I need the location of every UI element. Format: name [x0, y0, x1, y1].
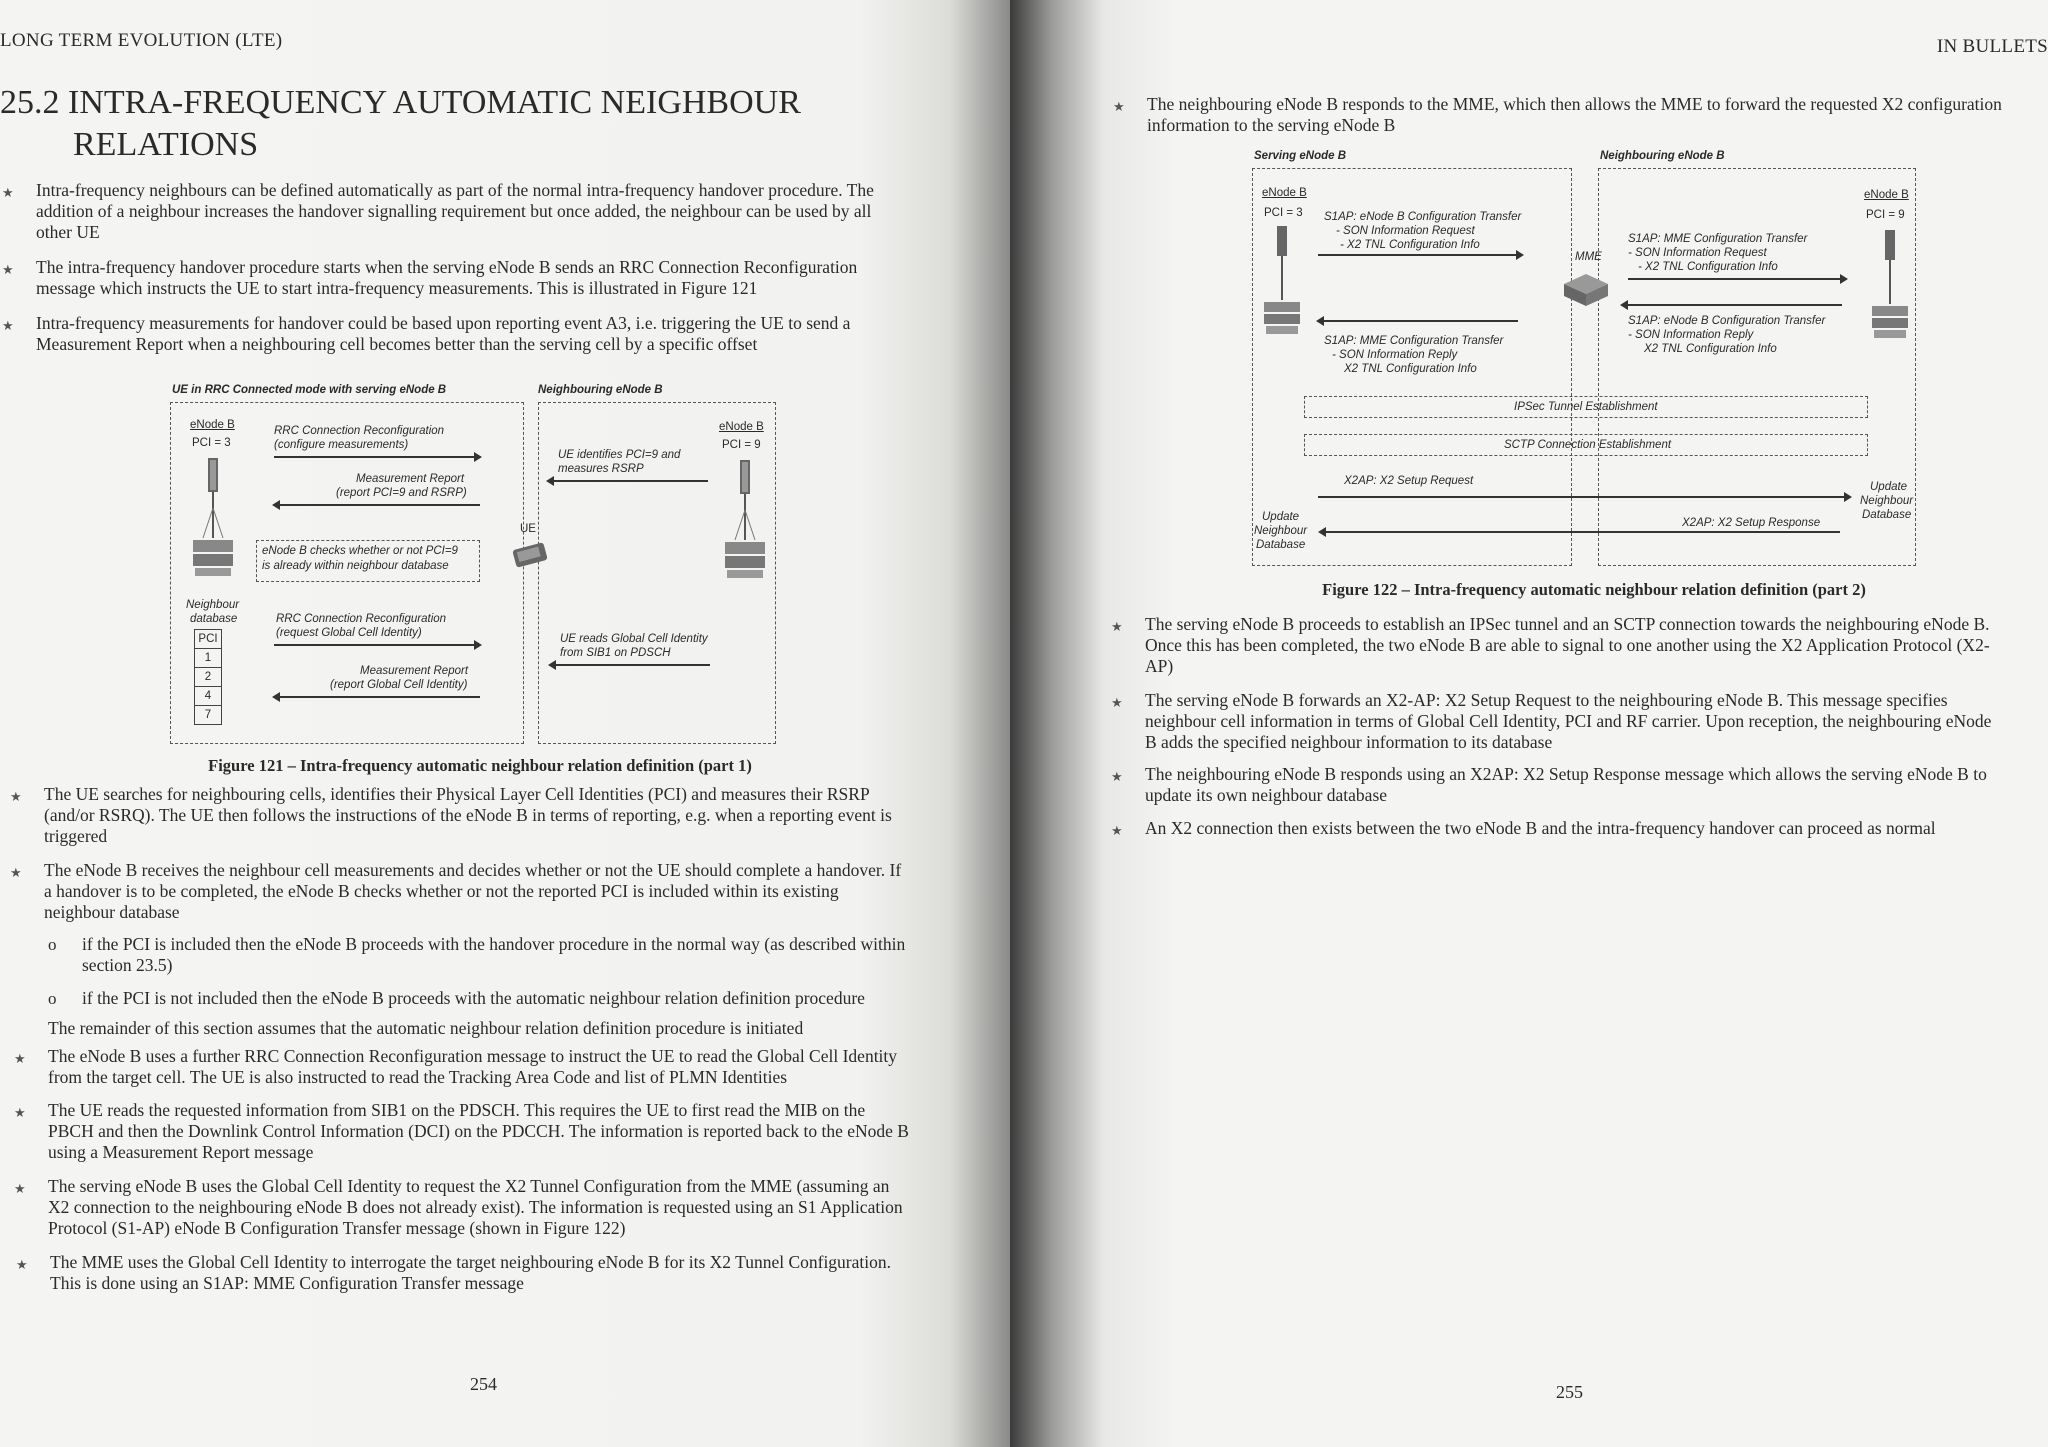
star-bullet-icon: ★ [1111, 823, 1123, 838]
star-bullet-icon: ★ [14, 1051, 26, 1066]
fig122-s1c-l3: X2 TNL Configuration Info [1644, 343, 1777, 355]
fig121-msg2-l2: (report PCI=9 and RSRP) [336, 487, 467, 499]
mme-server-icon [1560, 270, 1612, 310]
fig122-pci-right: PCI = 9 [1866, 209, 1905, 221]
running-head-left: LONG TERM EVOLUTION (LTE) [0, 30, 283, 51]
text-line: The serving eNode B forwards an X2-AP: X2 Setup Request to the neighbouring eNode B. This message specifies [1145, 690, 1948, 710]
bullet-item [14, 1100, 909, 1163]
fig121-header-left: UE in RRC Connected mode with serving eNode B [172, 384, 447, 396]
star-bullet-icon: ★ [1113, 99, 1125, 114]
arrow-left [1318, 320, 1518, 322]
fig122-s1b-l1: S1AP: MME Configuration Transfer [1628, 233, 1808, 245]
bullet-item [10, 860, 902, 923]
fig122-s1d-l1: S1AP: MME Configuration Transfer [1324, 335, 1504, 347]
text-line: Once this has been completed, the two eNode B are able to signal to one another using the X2 Application Protocol (X2- [1145, 635, 1990, 655]
text-line: Measurement Report when a neighbouring cell becomes better than the serving cell by a specific offset [36, 334, 758, 354]
text-line: The eNode B uses a further RRC Connection Reconfiguration message to instruct the UE to read the Global Cell Identity [48, 1046, 898, 1066]
pci-table-cell: 1 [194, 648, 222, 668]
fig122-update-left-l2: Neighbour [1254, 525, 1308, 537]
text-line: message which instructs the UE to start intra-frequency measurements. This is illustrated in Figure 121 [36, 278, 758, 298]
fig121-msg2-l1: Measurement Report [356, 473, 465, 485]
arrow-left [1622, 304, 1842, 306]
text-line: X2 connection to the neighbouring eNode B does not already exist). The information is requested using an S1 Application [48, 1197, 903, 1217]
star-bullet-icon: ★ [1111, 695, 1123, 710]
arrow-left [548, 480, 708, 482]
fig121-nbr-db-l1: Neighbour [186, 599, 240, 611]
arrow-left [274, 504, 480, 506]
fig121-nbr-db-l2: database [190, 613, 238, 625]
arrow-right [274, 456, 480, 458]
text-line: Intra-frequency measurements for handover could be based upon reporting event A3, i.e. triggering the UE to send a [36, 313, 851, 333]
bullet-item [2, 313, 851, 355]
fig122-update-right-l1: Update [1870, 481, 1908, 493]
pci-table-header: PCI [194, 629, 222, 649]
fig121-header-right: Neighbouring eNode B [538, 384, 663, 396]
arrow-left [274, 696, 480, 698]
figure-122 [1248, 150, 1928, 580]
fig121-ue-reads-l2: from SIB1 on PDSCH [560, 647, 671, 659]
text-line: information to the serving eNode B [1147, 115, 1396, 135]
pci-table-cell: 2 [194, 667, 222, 687]
text-line: The UE reads the requested information from SIB1 on the PDSCH. This requires the UE to first read the MIB on the [48, 1100, 866, 1120]
pci-table-cell: 4 [194, 686, 222, 706]
star-bullet-icon: ★ [2, 185, 14, 200]
fig121-msg3-l1: RRC Connection Reconfiguration [276, 613, 447, 625]
text-line: The neighbouring eNode B responds using an X2AP: X2 Setup Response message which allows the serving eNode B to [1145, 764, 1987, 784]
text-line: neighbour cell information in terms of Global Cell Identity, PCI and RF carrier. Upon reception, the neighbouring eNode [1145, 711, 1992, 731]
fig122-update-left-l1: Update [1262, 511, 1300, 523]
antenna-icon [1870, 230, 1910, 340]
running-head-right: IN BULLETS [1936, 36, 2048, 57]
text-line: using a Measurement Report message [48, 1142, 314, 1162]
fig121-check-l2: is already within neighbour database [262, 560, 449, 572]
page-number-right: 255 [1556, 1382, 1583, 1402]
bullet-item [1111, 614, 1990, 677]
text-line: The serving eNode B proceeds to establish an IPSec tunnel and an SCTP connection towards the neighbouring eNode B. [1145, 614, 1990, 634]
star-bullet-icon: ★ [2, 318, 14, 333]
bullet-item [16, 1252, 891, 1294]
text-line: The UE searches for neighbouring cells, identifies their Physical Layer Cell Identities (PCI) and measures their RSRP [44, 784, 870, 804]
page-number-left: 254 [470, 1374, 497, 1394]
fig121-ue-label: UE [520, 523, 536, 535]
star-bullet-icon: ★ [2, 262, 14, 277]
text-line: An X2 connection then exists between the two eNode B and the intra-frequency handover can proceed as normal [1145, 818, 1936, 838]
circle-bullet-icon: o [48, 935, 57, 954]
text-line: addition of a neighbour increases the handover signalling requirement but once added, the neighbour can be used by all [36, 201, 872, 221]
star-bullet-icon: ★ [14, 1105, 26, 1120]
figure-121 [160, 380, 800, 760]
fig121-pci-left: PCI = 3 [192, 437, 231, 449]
text-line: from the target cell. The UE is also instructed to read the Tracking Area Code and list of PLMN Identities [48, 1067, 788, 1087]
text-line: The eNode B receives the neighbour cell measurements and decides whether or not the UE should complete a handover. If [44, 860, 902, 880]
bullet-item [2, 180, 874, 243]
fig122-s1b-l3: - X2 TNL Configuration Info [1638, 261, 1778, 273]
fig122-update-right-l3: Database [1862, 509, 1912, 521]
bullet-item [1113, 94, 2002, 136]
fig122-enodeb-right: eNode B [1864, 189, 1909, 201]
fig121-ue-ident-l2: measures RSRP [558, 463, 644, 475]
text-line: B adds the specified neighbour information to its database [1145, 732, 1553, 752]
text-line: neighbour database [44, 902, 180, 922]
section-title-line1: INTRA-FREQUENCY AUTOMATIC NEIGHBOUR [68, 84, 801, 121]
text-line: Intra-frequency neighbours can be defined automatically as part of the normal intra-frequency handover procedure. The [36, 180, 874, 200]
fig122-s1a-l3: - X2 TNL Configuration Info [1340, 239, 1480, 251]
fig121-msg1-l2: (configure measurements) [274, 439, 409, 451]
arrow-right [1318, 254, 1522, 256]
text-line: if the PCI is not included then the eNode B proceeds with the automatic neighbour relation definition procedure [82, 988, 865, 1008]
fig121-msg4-l2: (report Global Cell Identity) [330, 679, 468, 691]
fig122-header-right: Neighbouring eNode B [1600, 150, 1725, 162]
text-line: The neighbouring eNode B responds to the MME, which then allows the MME to forward the requested X2 configuration [1147, 94, 2002, 114]
star-bullet-icon: ★ [1111, 769, 1123, 784]
sub-bullet [48, 988, 865, 1009]
fig122-s1a-l2: - SON Information Request [1336, 225, 1475, 237]
text-line: if the PCI is included then the eNode B proceeds with the handover procedure in the normal way (as described within [82, 934, 906, 954]
text-line: The serving eNode B uses the Global Cell Identity to request the X2 Tunnel Configuration from the MME (assuming an [48, 1176, 890, 1196]
bullet-item [10, 784, 892, 847]
bullet-item [1111, 764, 1987, 806]
fig122-s1a-l1: S1AP: eNode B Configuration Transfer [1324, 211, 1522, 223]
text-line: The intra-frequency handover procedure starts when the serving eNode B sends an RRC Connection Reconfiguration [36, 257, 858, 277]
arrow-left [1320, 531, 1840, 533]
fig121-msg1-l1: RRC Connection Reconfiguration [274, 425, 445, 437]
figure-122-caption: Figure 122 – Intra-frequency automatic neighbour relation definition (part 2) [1322, 580, 1866, 599]
fig121-msg3-l2: (request Global Cell Identity) [276, 627, 422, 639]
fig122-s1d-l2: - SON Information Reply [1332, 349, 1458, 361]
text-line: Protocol (S1-AP) eNode B Configuration Transfer message (shown in Figure 122) [48, 1218, 626, 1238]
fig122-update-right-l2: Neighbour [1860, 495, 1914, 507]
fig122-enodeb-left: eNode B [1262, 187, 1307, 199]
fig121-msg4-l1: Measurement Report [360, 665, 469, 677]
section-title [0, 82, 801, 124]
arrow-right [1318, 496, 1850, 498]
text-line: PBCH and then the Downlink Control Information (DCI) on the PDCCH. The information is reported back to the eNode B [48, 1121, 909, 1141]
star-bullet-icon: ★ [10, 865, 22, 880]
fig122-sctp: SCTP Connection Establishment [1504, 439, 1672, 451]
fig122-ipsec: IPSec Tunnel Establishment [1514, 401, 1658, 413]
fig121-ue-ident-l1: UE identifies PCI=9 and [558, 449, 681, 461]
circle-bullet-icon: o [48, 989, 57, 1008]
text-line: update its own neighbour database [1145, 785, 1388, 805]
fig122-s1c-l2: - SON Information Reply [1628, 329, 1754, 341]
fig122-s1c-l1: S1AP: eNode B Configuration Transfer [1628, 315, 1826, 327]
star-bullet-icon: ★ [1111, 619, 1123, 634]
bullet-item [1111, 690, 1992, 753]
figure-121-caption: Figure 121 – Intra-frequency automatic neighbour relation definition (part 1) [208, 756, 752, 775]
star-bullet-icon: ★ [16, 1257, 28, 1272]
arrow-right [1628, 278, 1846, 280]
text-line: other UE [36, 222, 100, 242]
bullet-item [2, 257, 858, 299]
fig122-x2-resp: X2AP: X2 Setup Response [1682, 517, 1821, 529]
fig122-mme-label: MME [1575, 251, 1602, 263]
antenna-icon [720, 460, 770, 580]
pci-table-cell: 7 [194, 705, 222, 725]
left-page [0, 0, 1010, 1447]
remainder-text: The remainder of this section assumes that the automatic neighbour relation definition procedure is initiated [48, 1018, 804, 1038]
fig121-ue-reads-l1: UE reads Global Cell Identity [560, 633, 708, 645]
text-line: This is done using an S1AP: MME Configuration Transfer message [50, 1273, 524, 1293]
ue-device-icon [510, 540, 550, 570]
fig122-s1b-l2: - SON Information Request [1628, 247, 1767, 259]
fig121-check-l1: eNode B checks whether or not PCI=9 [262, 545, 458, 557]
antenna-icon [188, 458, 238, 578]
pci-table [194, 630, 222, 725]
star-bullet-icon: ★ [14, 1181, 26, 1196]
fig121-enodeb-right: eNode B [719, 421, 764, 433]
arrow-left [550, 664, 710, 666]
text-line: a handover is to be completed, the eNode B checks whether or not the reported PCI is included within its existing [44, 881, 839, 901]
section-number: 25.2 [0, 84, 60, 121]
fig122-update-left-l3: Database [1256, 539, 1306, 551]
fig122-header-left: Serving eNode B [1254, 150, 1347, 162]
section-title-line2: RELATIONS [73, 126, 259, 163]
fig122-s1d-l3: X2 TNL Configuration Info [1344, 363, 1477, 375]
text-line: section 23.5) [82, 955, 173, 975]
star-bullet-icon: ★ [10, 789, 22, 804]
fig122-pci-left: PCI = 3 [1264, 207, 1303, 219]
text-line: AP) [1145, 656, 1174, 676]
fig121-pci-right: PCI = 9 [722, 439, 761, 451]
text-line: (and/or RSRQ). The UE then follows the instructions of the eNode B in terms of reporting, e.g. when a reporting event is [44, 805, 892, 825]
arrow-right [274, 644, 480, 646]
fig121-enodeb-left: eNode B [190, 419, 235, 431]
antenna-icon [1262, 226, 1302, 336]
fig122-x2-req: X2AP: X2 Setup Request [1344, 475, 1474, 487]
bullet-item [14, 1176, 903, 1239]
right-page [1010, 0, 2048, 1447]
text-line: triggered [44, 826, 108, 846]
text-line: The MME uses the Global Cell Identity to interrogate the target neighbouring eNode B for its X2 Tunnel Configuration. [50, 1252, 891, 1272]
sub-bullet [48, 934, 906, 976]
bullet-item [1111, 818, 1936, 839]
bullet-item [14, 1046, 898, 1088]
